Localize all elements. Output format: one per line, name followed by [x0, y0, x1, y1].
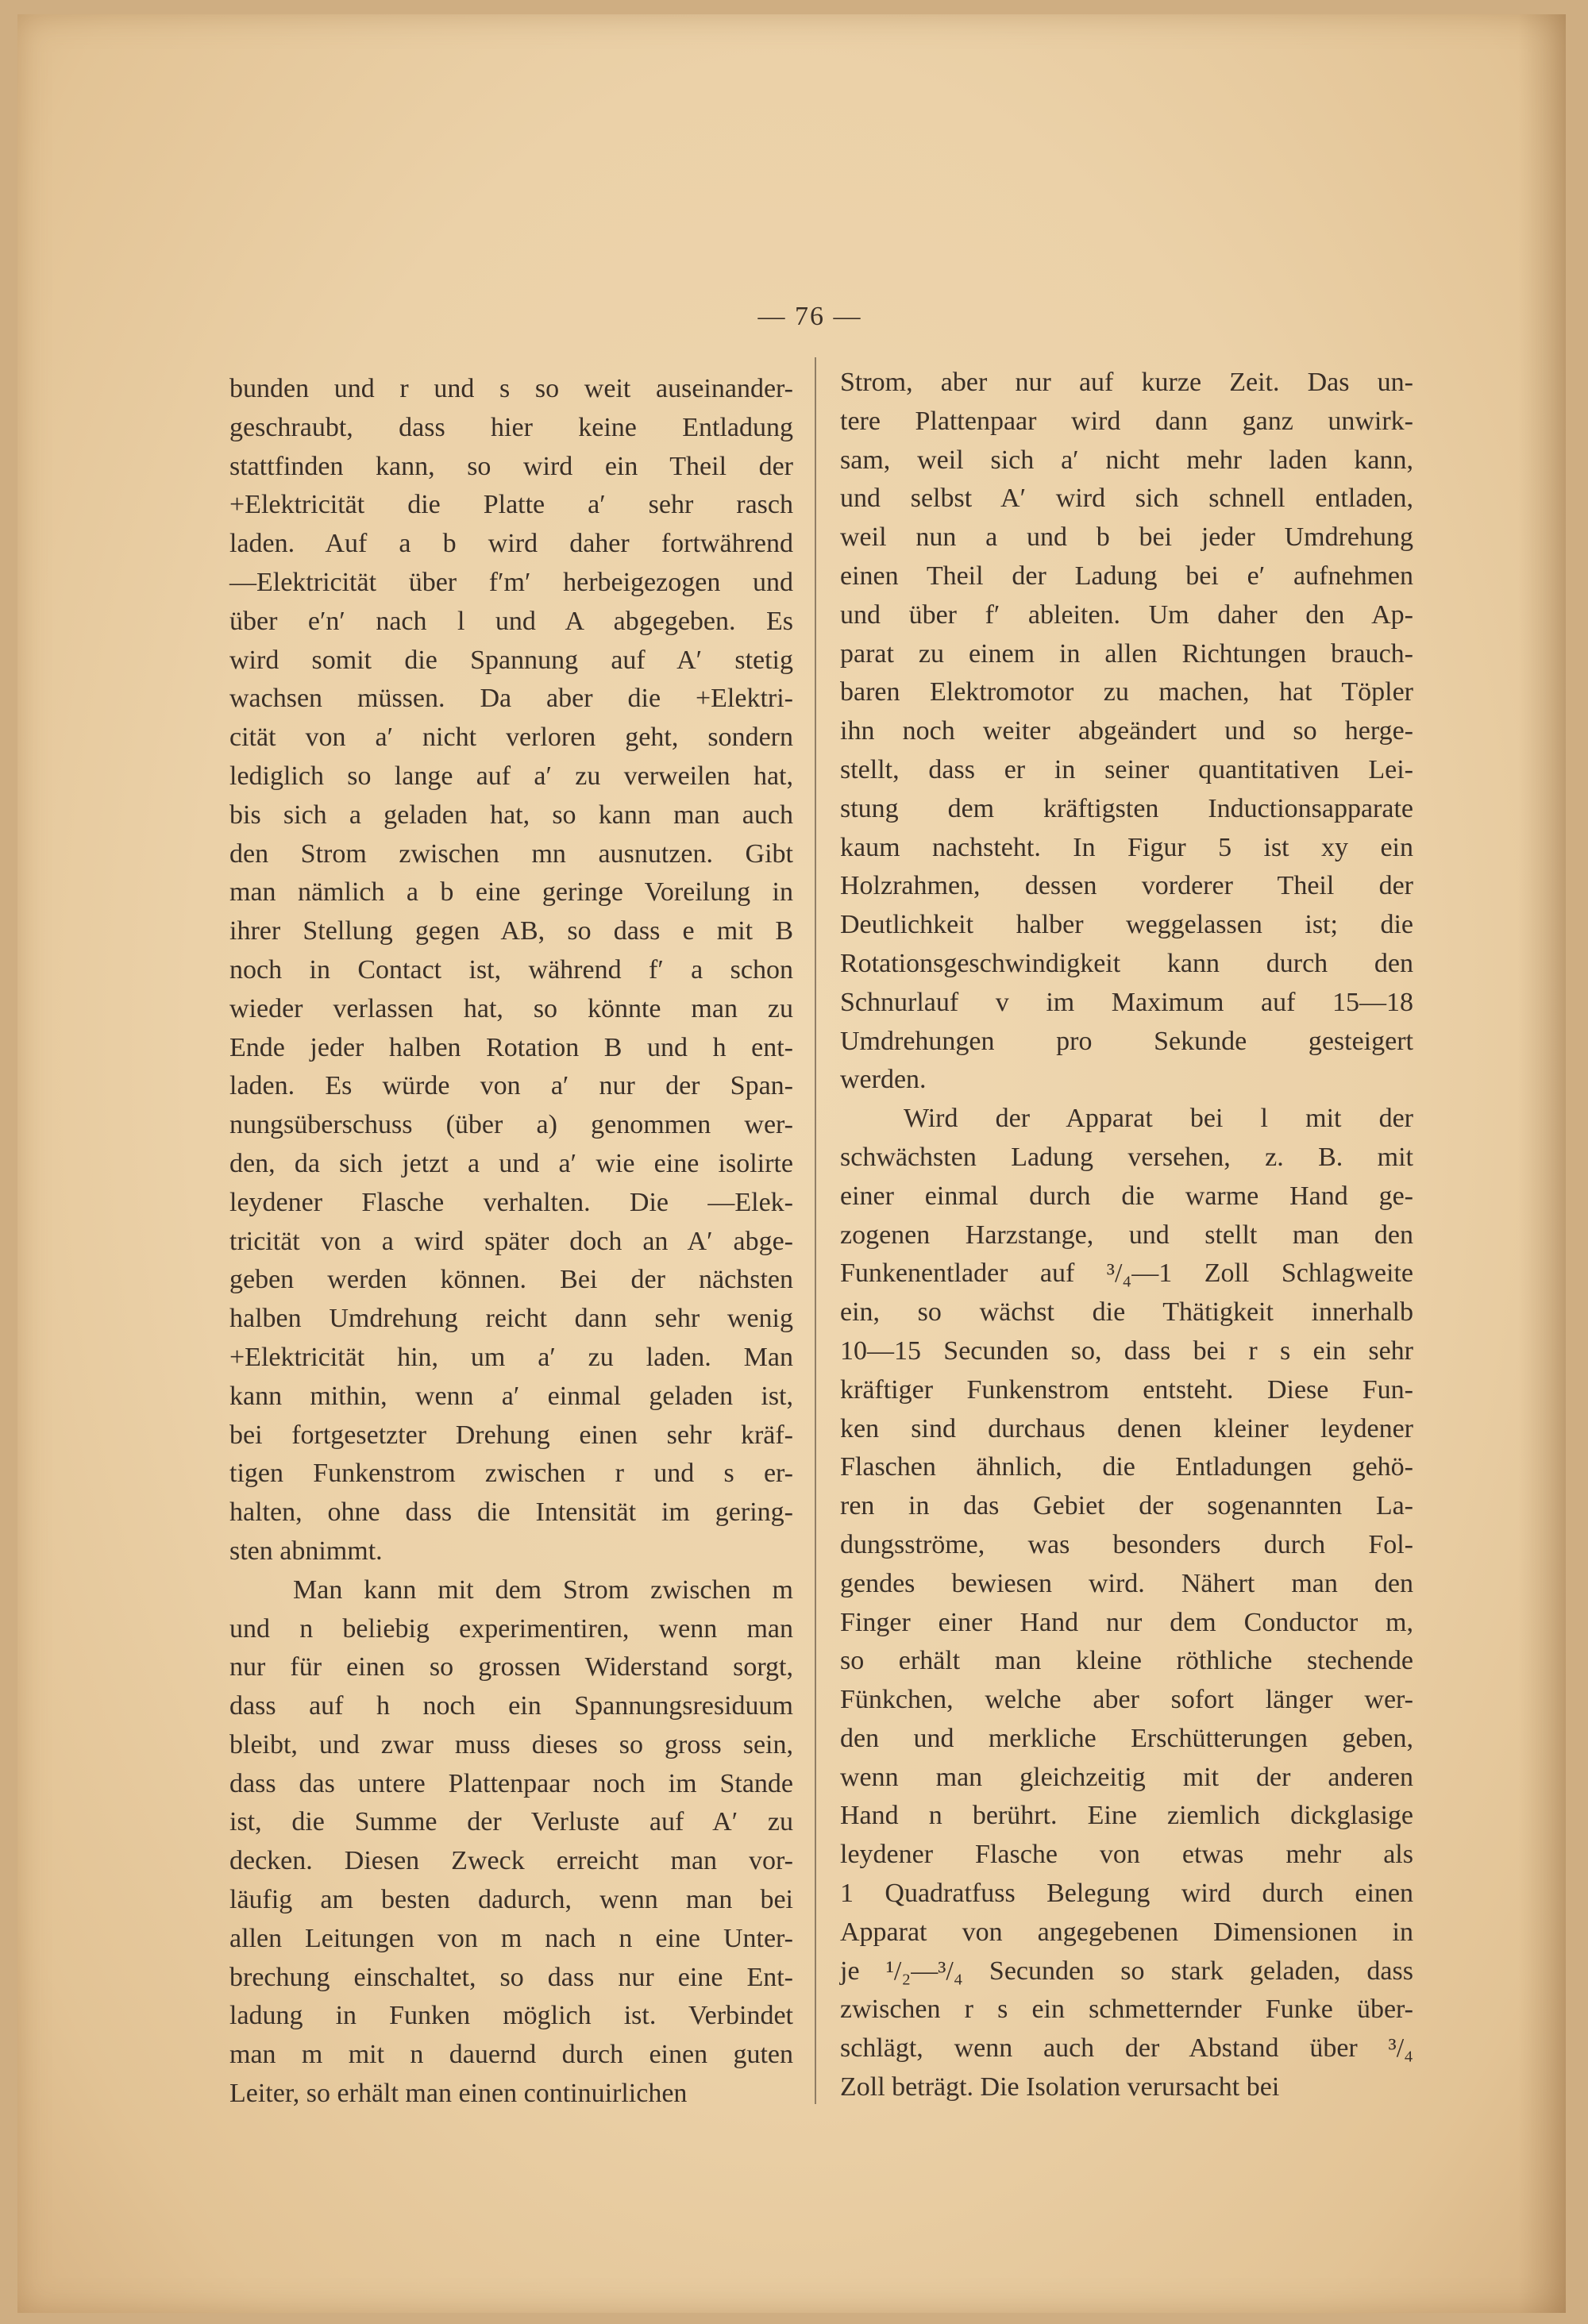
text-line: kaum nachsteht. In Figur 5 ist xy ein: [840, 832, 1413, 862]
text-line: schwächsten Ladung versehen, z. B. mit: [840, 1142, 1413, 1172]
text-line: nur für einen so grossen Widerstand sorgt,: [229, 1652, 793, 1682]
text-line: dungsströme, was besonders durch Fol-: [840, 1529, 1413, 1559]
text-line: Holzrahmen, dessen vorderer Theil der: [840, 871, 1413, 901]
text-line: zwischen r s ein schmetternder Funke über-: [840, 1994, 1413, 2025]
text-line: Zoll beträgt. Die Isolation verursacht bei: [840, 2072, 1280, 2102]
text-line: Umdrehungen pro Sekunde gesteigert: [840, 1026, 1413, 1056]
text-line: läufig am besten dadurch, wenn man bei: [229, 1885, 793, 1915]
text-line: Flaschen ähnlich, die Entladungen gehö-: [840, 1452, 1413, 1482]
text-line: einer einmal durch die warme Hand ge-: [840, 1181, 1413, 1211]
text-line: sam, weil sich a′ nicht mehr laden kann,: [840, 445, 1413, 475]
text-line: wenn man gleichzeitig mit der anderen: [840, 1762, 1413, 1792]
column-divider: [815, 357, 816, 2104]
text-line: +Elektricität die Platte a′ sehr rasch: [229, 490, 793, 520]
text-line: halten, ohne dass die Intensität im gering-: [229, 1497, 793, 1528]
text-line: einen Theil der Ladung bei e′ aufnehmen: [840, 561, 1413, 591]
text-line: und n beliebig experimentiren, wenn man: [229, 1613, 793, 1644]
text-line: —Elektricität über f′m′ herbeigezogen und: [229, 567, 793, 597]
text-line: cität von a′ nicht verloren geht, sondern: [229, 723, 793, 753]
text-line: parat zu einem in allen Richtungen brauch-: [840, 638, 1413, 669]
text-line: halben Umdrehung reicht dann sehr wenig: [229, 1304, 793, 1334]
page-edge-shadow: [1518, 14, 1566, 2313]
text-line: ein, so wächst die Thätigkeit innerhalb: [840, 1297, 1413, 1328]
text-line: Apparat von angegebenen Dimensionen in: [840, 1917, 1413, 1947]
text-line: stung dem kräftigsten Inductionsapparate: [840, 793, 1413, 823]
text-line: man nämlich a b eine geringe Voreilung in: [229, 877, 793, 908]
text-line: noch in Contact ist, während f′ a schon: [229, 954, 793, 985]
text-line: ihn noch weiter abgeändert und so herge-: [840, 716, 1413, 746]
text-line: stellt, dass er in seiner quantitativen Lei-: [840, 754, 1413, 784]
text-line: Ende jeder halben Rotation B und h ent-: [229, 1032, 793, 1062]
text-line: Funkenentlader auf ³/₄—1 Zoll Schlagweite: [840, 1258, 1413, 1289]
text-line: dass das untere Plattenpaar noch im Stande: [229, 1768, 793, 1798]
text-line: Schnurlauf v im Maximum auf 15—18: [840, 987, 1413, 1017]
text-line: leydener Flasche verhalten. Die —Elek-: [229, 1187, 793, 1217]
text-line: stattfinden kann, so wird ein Theil der: [229, 451, 793, 481]
text-line: bis sich a geladen hat, so kann man auch: [229, 800, 793, 830]
text-line: laden. Auf a b wird daher fortwährend: [229, 529, 793, 559]
text-line: kann mithin, wenn a′ einmal geladen ist,: [229, 1381, 793, 1411]
text-line: bei fortgesetzter Drehung einen sehr kräf-: [229, 1420, 793, 1450]
text-line: leydener Flasche von etwas mehr als: [840, 1840, 1413, 1870]
text-line: baren Elektromotor zu machen, hat Töpler: [840, 677, 1413, 707]
text-line: tricität von a wird später doch an A′ abge-: [229, 1226, 793, 1256]
text-line: Fünkchen, welche aber sofort länger wer-: [840, 1685, 1413, 1715]
text-line: geben werden können. Bei der nächsten: [229, 1265, 793, 1295]
text-line: ladung in Funken möglich ist. Verbindet: [229, 2001, 793, 2031]
text-line: laden. Es würde von a′ nur der Span-: [229, 1071, 793, 1101]
text-line: brechung einschaltet, so dass nur eine Ent-: [229, 1962, 793, 1992]
text-line: lediglich so lange auf a′ zu verweilen hat,: [229, 761, 793, 791]
text-line: allen Leitungen von m nach n eine Unter-: [229, 1923, 793, 1953]
text-line: schlägt, wenn auch der Abstand über ³/₄: [840, 2033, 1413, 2064]
text-line: Hand n berührt. Eine ziemlich dickglasige: [840, 1801, 1413, 1831]
text-line: +Elektricität hin, um a′ zu laden. Man: [229, 1342, 793, 1372]
text-line: bunden und r und s so weit auseinander-: [229, 374, 793, 403]
text-line: 10—15 Secunden so, dass bei r s ein sehr: [840, 1335, 1413, 1366]
text-line: decken. Diesen Zweck erreicht man vor-: [229, 1846, 793, 1876]
text-line: ken sind durchaus denen kleiner leydener: [840, 1413, 1413, 1443]
text-line: ren in das Gebiet der sogenannten La-: [840, 1491, 1413, 1521]
text-line: über e′n′ nach l und A abgegeben. Es: [229, 606, 793, 636]
text-line: kräftiger Funkenstrom entsteht. Diese Fun-: [840, 1374, 1413, 1405]
text-line: 1 Quadratfuss Belegung wird durch einen: [840, 1879, 1413, 1909]
text-line: den und merkliche Erschütterungen geben,: [840, 1723, 1413, 1753]
text-line: tigen Funkenstrom zwischen r und s er-: [229, 1459, 793, 1489]
text-line: tere Plattenpaar wird dann ganz unwirk-: [840, 406, 1413, 436]
text-line: sten abnimmt.: [229, 1536, 383, 1566]
text-line: ihrer Stellung gegen AB, so dass e mit B: [229, 916, 793, 946]
text-line: wird somit die Spannung auf A′ stetig: [229, 645, 793, 675]
text-line: wieder verlassen hat, so könnte man zu: [229, 993, 793, 1023]
text-line: je ¹/₂—³/₄ Secunden so stark geladen, dass: [840, 1956, 1413, 1986]
text-line: bleibt, und zwar muss dieses so gross sein,: [229, 1729, 793, 1759]
text-line: weil nun a und b bei jeder Umdrehung: [840, 522, 1413, 553]
text-line: geschraubt, dass hier keine Entladung: [229, 412, 793, 442]
text-line: wachsen müssen. Da aber die +Elektri-: [229, 684, 793, 714]
text-line: nungsüberschuss (über a) genommen wer-: [229, 1110, 793, 1140]
text-line: zogenen Harzstange, und stellt man den: [840, 1220, 1413, 1250]
text-line: man m mit n dauernd durch einen guten: [229, 2040, 793, 2070]
text-line: ist, die Summe der Verluste auf A′ zu: [229, 1807, 793, 1837]
text-line: gendes bewiesen wird. Nähert man den: [840, 1568, 1413, 1598]
text-line: Strom, aber nur auf kurze Zeit. Das un-: [840, 368, 1413, 397]
text-line: den, da sich jetzt a und a′ wie eine isolirte: [229, 1148, 793, 1178]
text-line: werden.: [840, 1065, 927, 1095]
page-number: — 76 —: [757, 302, 862, 331]
text-line: Wird der Apparat bei l mit der: [904, 1104, 1413, 1134]
text-line: Finger einer Hand nur dem Conductor m,: [840, 1607, 1413, 1637]
text-line: Leiter, so erhält man einen continuirlichen: [229, 2079, 688, 2109]
text-line: und selbst A′ wird sich schnell entladen,: [840, 484, 1413, 514]
text-line: so erhält man kleine röthliche stechende: [840, 1646, 1413, 1676]
text-line: Rotationsgeschwindigkeit kann durch den: [840, 948, 1413, 978]
text-line: Man kann mit dem Strom zwischen m: [293, 1574, 793, 1605]
text-line: Deutlichkeit halber weggelassen ist; die: [840, 910, 1413, 940]
text-line: den Strom zwischen mn ausnutzen. Gibt: [229, 838, 793, 869]
right-text-column: [840, 364, 1413, 2107]
text-line: und über f′ ableiten. Um daher den Ap-: [840, 599, 1413, 630]
left-text-column: [229, 370, 793, 2114]
text-line: dass auf h noch ein Spannungsresiduum: [229, 1691, 793, 1721]
